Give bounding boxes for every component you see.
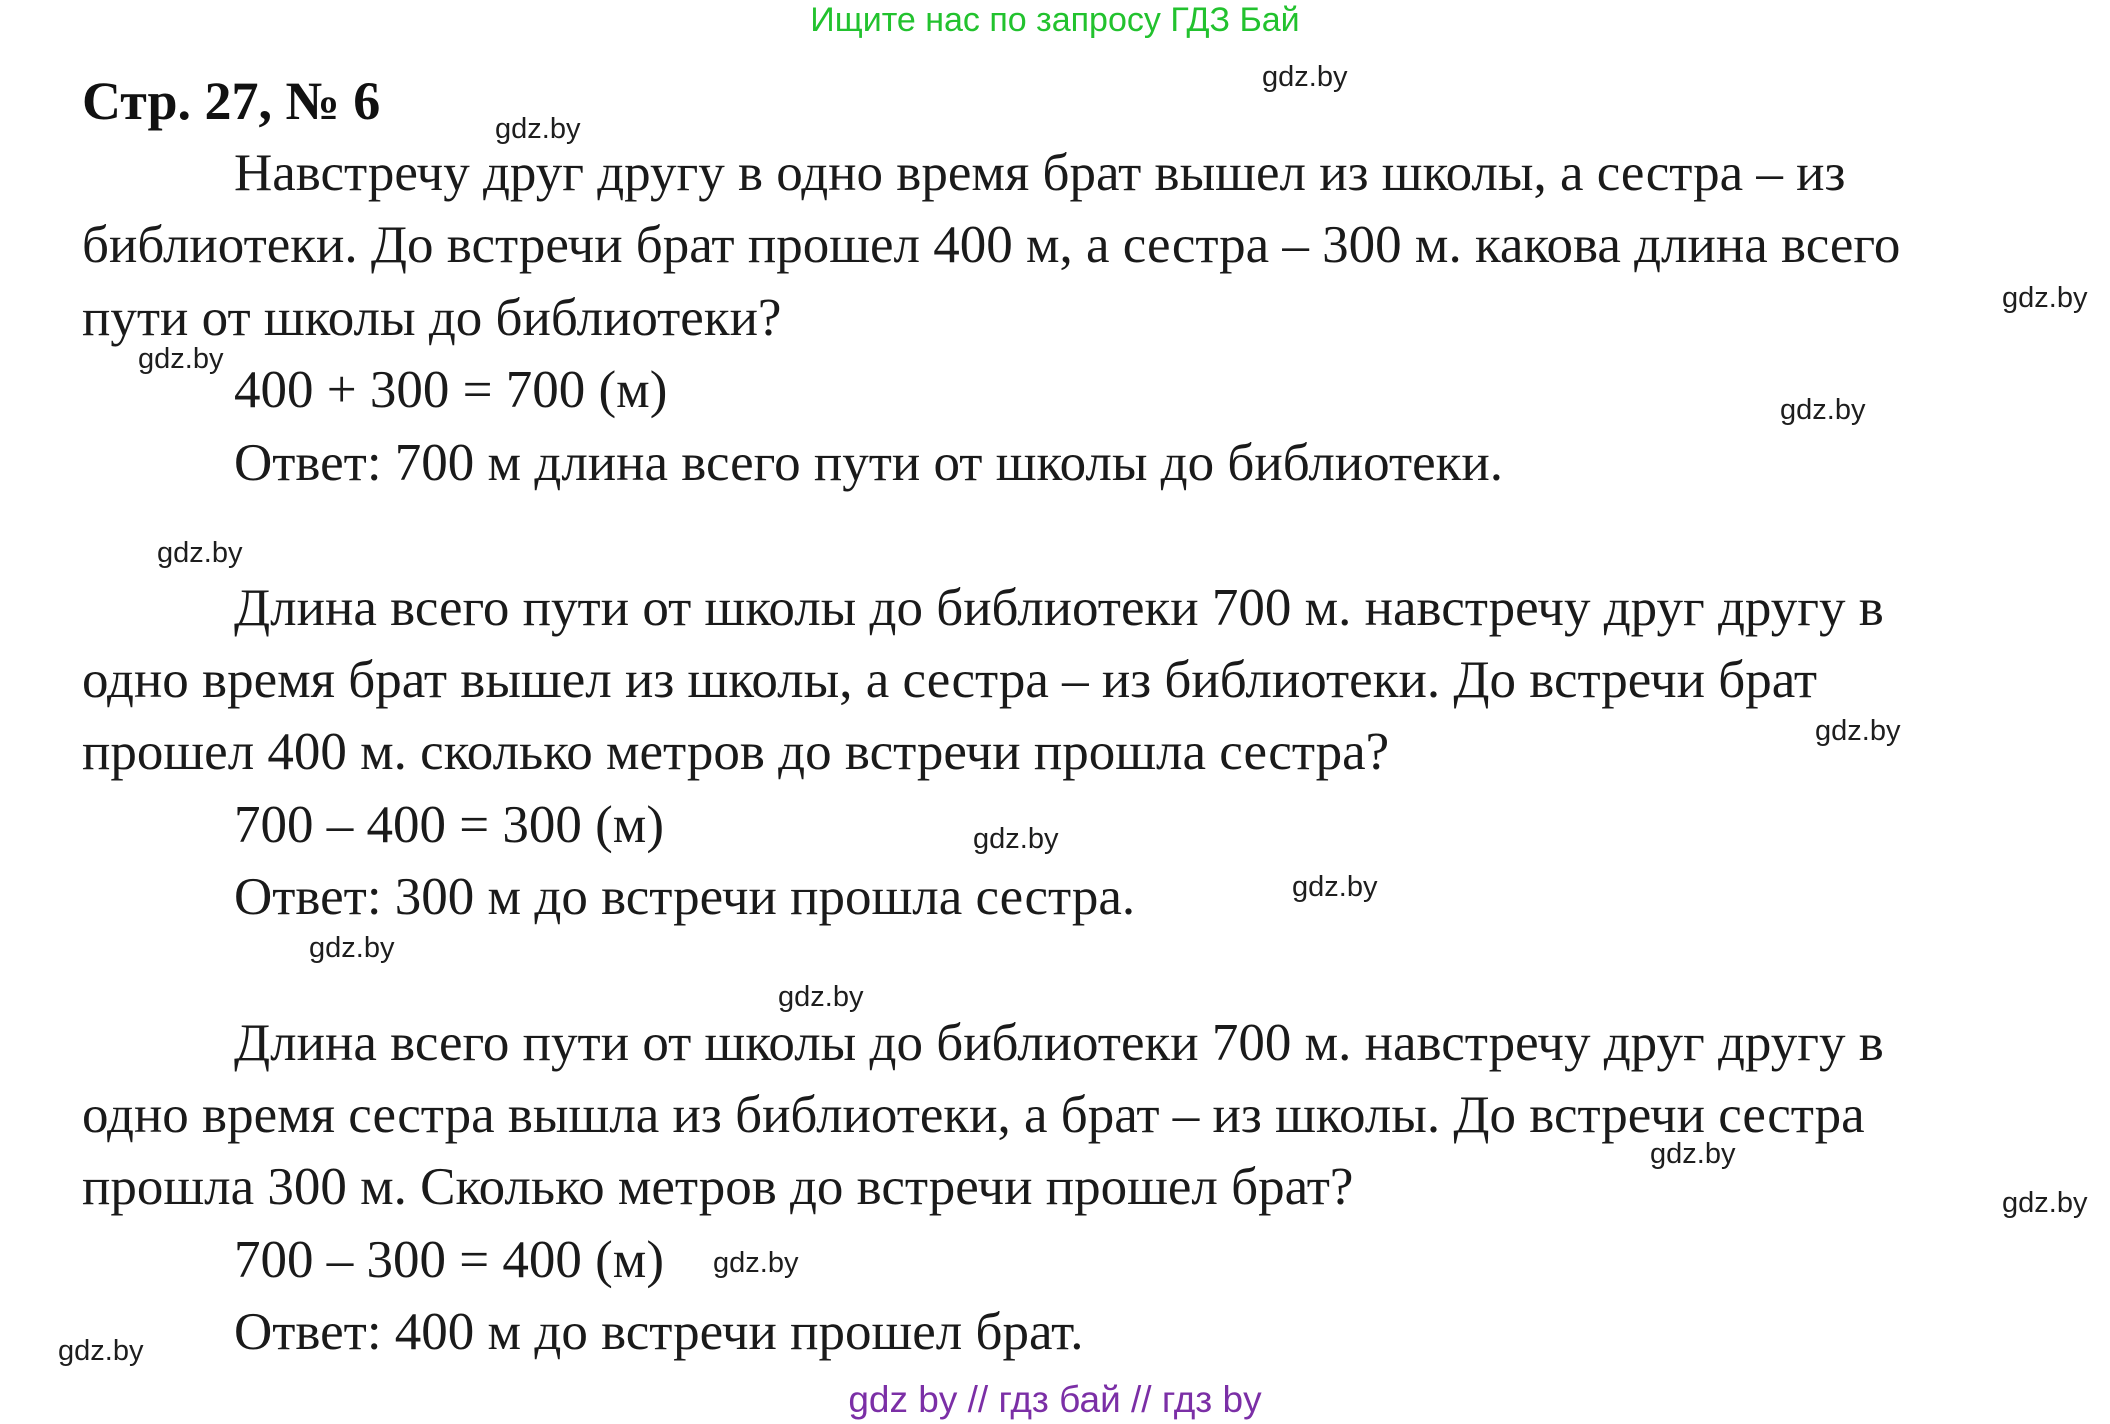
problem-1-line-3: пути от школы до библиотеки?: [82, 289, 782, 347]
problem-1-line-1: Навстречу друг другу в одно время брат вышел из школы, а сестра – из: [234, 144, 1846, 202]
problem-2-answer: Ответ: 300 м до встречи прошла сестра.: [234, 868, 1136, 926]
search-hint-header[interactable]: Ищите нас по запросу ГДЗ Бай: [810, 1, 1300, 39]
watermark: gdz.by: [58, 1335, 144, 1367]
watermark: gdz.by: [1780, 394, 1866, 426]
problem-1-equation: 400 + 300 = 700 (м): [234, 361, 668, 419]
problem-2-equation: 700 – 400 = 300 (м): [234, 796, 664, 854]
problem-1-answer: Ответ: 700 м длина всего пути от школы до библиотеки.: [234, 434, 1504, 492]
watermark: gdz.by: [1262, 61, 1348, 93]
watermark: gdz.by: [495, 113, 581, 145]
watermark: gdz.by: [1815, 715, 1901, 747]
watermark: gdz.by: [309, 932, 395, 964]
problem-2-line-2: одно время брат вышел из школы, а сестра – из библиотеки. До встречи брат: [82, 651, 1818, 709]
problem-2-line-3: прошел 400 м. сколько метров до встречи прошла сестра?: [82, 723, 1390, 781]
watermark: gdz.by: [2002, 1187, 2088, 1219]
watermark: gdz.by: [973, 823, 1059, 855]
problem-3-line-1: Длина всего пути от школы до библиотеки 700 м. навстречу друг другу в: [234, 1014, 1884, 1072]
watermark: gdz.by: [138, 343, 224, 375]
watermark: gdz.by: [778, 981, 864, 1013]
watermark: gdz.by: [713, 1247, 799, 1279]
watermark: gdz.by: [2002, 282, 2088, 314]
problem-3-line-3: прошла 300 м. Сколько метров до встречи прошел брат?: [82, 1158, 1354, 1216]
problem-1-line-2: библиотеки. До встречи брат прошел 400 м, а сестра – 300 м. какова длина всего: [82, 216, 1901, 274]
page-title: Стр. 27, № 6: [82, 71, 381, 131]
problem-2-line-1: Длина всего пути от школы до библиотеки 700 м. навстречу друг другу в: [234, 579, 1884, 637]
footer-links[interactable]: gdz by // гдз бай // гдз by: [848, 1379, 1262, 1420]
watermark: gdz.by: [157, 537, 243, 569]
problem-3-equation: 700 – 300 = 400 (м): [234, 1231, 664, 1289]
problem-3-answer: Ответ: 400 м до встречи прошел брат.: [234, 1303, 1084, 1361]
watermark: gdz.by: [1650, 1138, 1736, 1170]
problem-3-line-2: одно время сестра вышла из библиотеки, а брат – из школы. До встречи сестра: [82, 1086, 1865, 1144]
watermark: gdz.by: [1292, 871, 1378, 903]
